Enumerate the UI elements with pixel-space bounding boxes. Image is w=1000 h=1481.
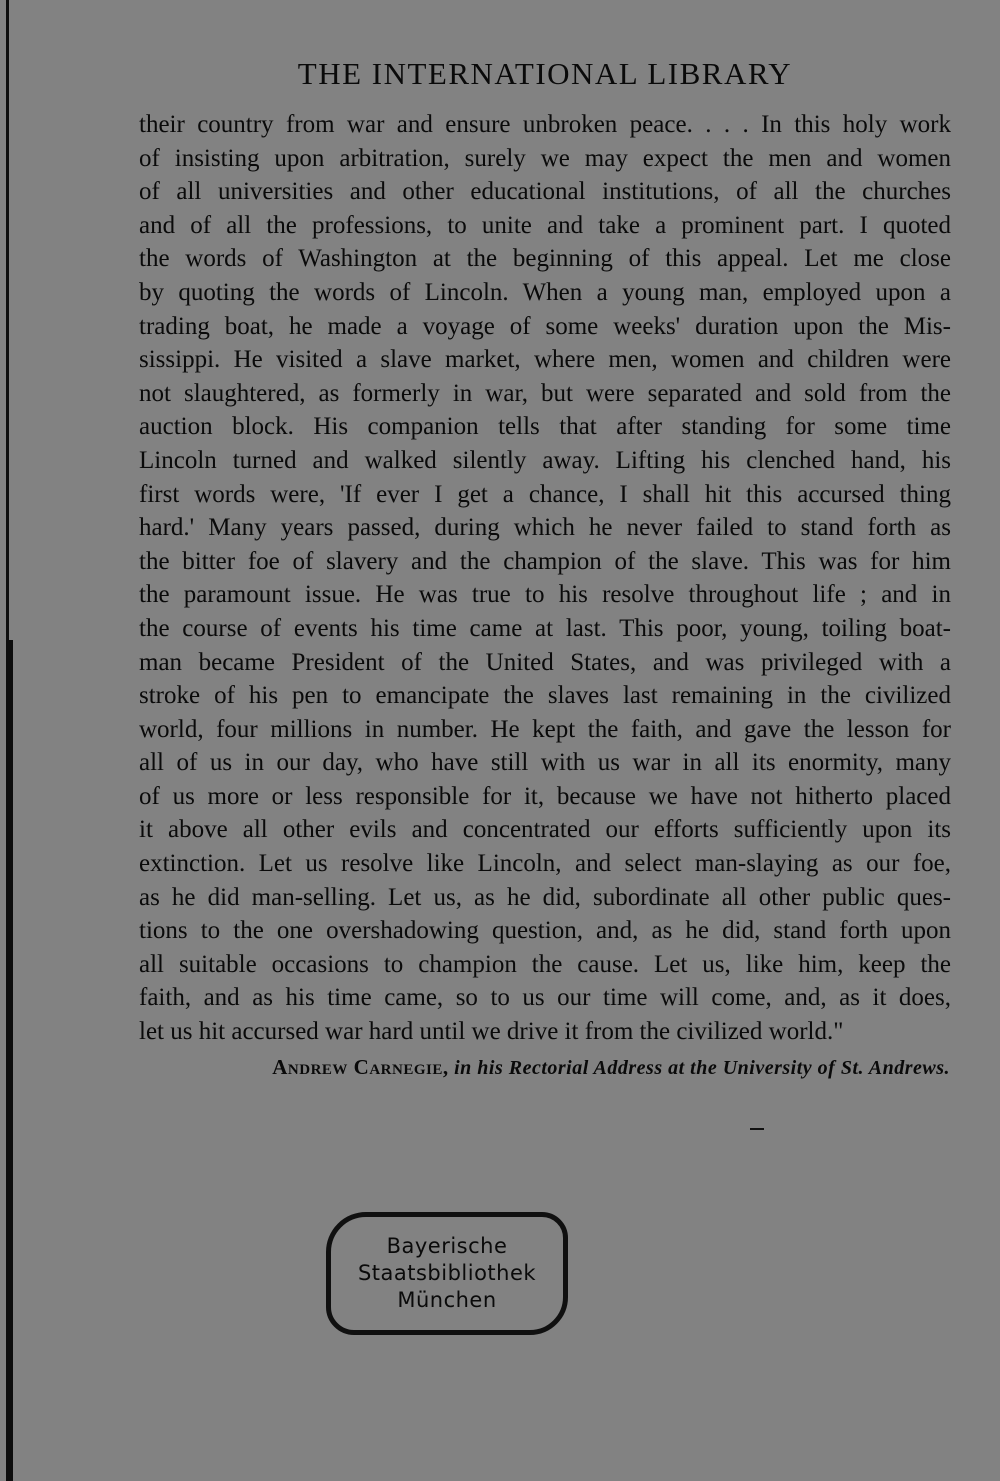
text-line: their country from war and ensure unbroken peace. . . . In this holy work <box>139 111 951 138</box>
dash-mark <box>750 1128 764 1130</box>
running-head: THE INTERNATIONAL LIBRARY <box>297 56 793 91</box>
text-line: all of us in our day, who have still with us war in all its enormity, many <box>139 749 951 777</box>
text-line: of us more or less responsible for it, because we have not hitherto placed <box>139 782 951 810</box>
text-line: not slaughtered, as formerly in war, but were separated and sold from the <box>139 379 951 407</box>
text-line: it above all other evils and concentrated our efforts sufficiently upon its <box>139 816 951 844</box>
text-line: the course of events his time came at last. This poor, young, toiling boat- <box>139 614 951 642</box>
stamp-line-3: München <box>397 1288 497 1312</box>
library-stamp <box>326 1212 568 1335</box>
text-line: by quoting the words of Lincoln. When a young man, employed upon a <box>139 278 951 306</box>
text-line: Lincoln turned and walked silently away. Lifting his clenched hand, his <box>139 446 951 474</box>
text-line: the bitter foe of slavery and the champion of the slave. This was for him <box>139 547 951 575</box>
text-line: sissippi. He visited a slave market, where men, women and children were <box>139 346 951 374</box>
text-line: hard.' Many years passed, during which he never failed to stand forth as <box>139 514 951 542</box>
text-line: stroke of his pen to emancipate the slaves last remaining in the civilized <box>139 682 951 710</box>
text-line: tions to the one overshadowing question, and, as he did, stand forth upon <box>139 917 951 945</box>
text-line: all suitable occasions to champion the cause. Let us, like him, keep the <box>139 950 951 978</box>
text-line: first words were, 'If ever I get a chance, I shall hit this accursed thing <box>139 480 951 508</box>
text-line: as he did man-selling. Let us, as he did, subordinate all other public ques- <box>139 883 951 911</box>
text-line: faith, and as his time came, so to us our time will come, and, as it does, <box>139 984 951 1012</box>
text-line: extinction. Let us resolve like Lincoln, and select man-slaying as our foe, <box>139 850 951 878</box>
attribution <box>170 1052 950 1083</box>
attribution-name: Andrew Carnegie, <box>272 1055 449 1079</box>
text-line: trading boat, he made a voyage of some weeks' duration upon the Mis- <box>139 312 951 340</box>
text-line: of all universities and other educational institutions, of all the churches <box>139 178 951 206</box>
text-line: the paramount issue. He was true to his resolve throughout life ; and in <box>139 581 951 609</box>
stamp-line-2: Staatsbibliothek <box>357 1261 537 1285</box>
body-text <box>139 108 951 1049</box>
text-line: man became President of the United States, and was privileged with a <box>139 648 951 676</box>
text-line: auction block. His companion tells that after standing for some time <box>139 413 951 441</box>
page-edge-line-thick <box>8 640 13 1481</box>
stamp-line-1: Bayerische <box>386 1234 508 1258</box>
text-line: and of all the professions, to unite and take a prominent part. I quoted <box>139 211 951 239</box>
text-line: let us hit accursed war hard until we drive it from the civilized world." <box>139 1018 844 1046</box>
text-line: the words of Washington at the beginning of this appeal. Let me close <box>139 245 951 273</box>
text-line: of insisting upon arbitration, surely we may expect the men and women <box>139 144 951 172</box>
attribution-source: in his Rectorial Address at the University of St. Andrews. <box>454 1057 950 1079</box>
text-line: world, four millions in number. He kept the faith, and gave the lesson for <box>139 715 951 743</box>
